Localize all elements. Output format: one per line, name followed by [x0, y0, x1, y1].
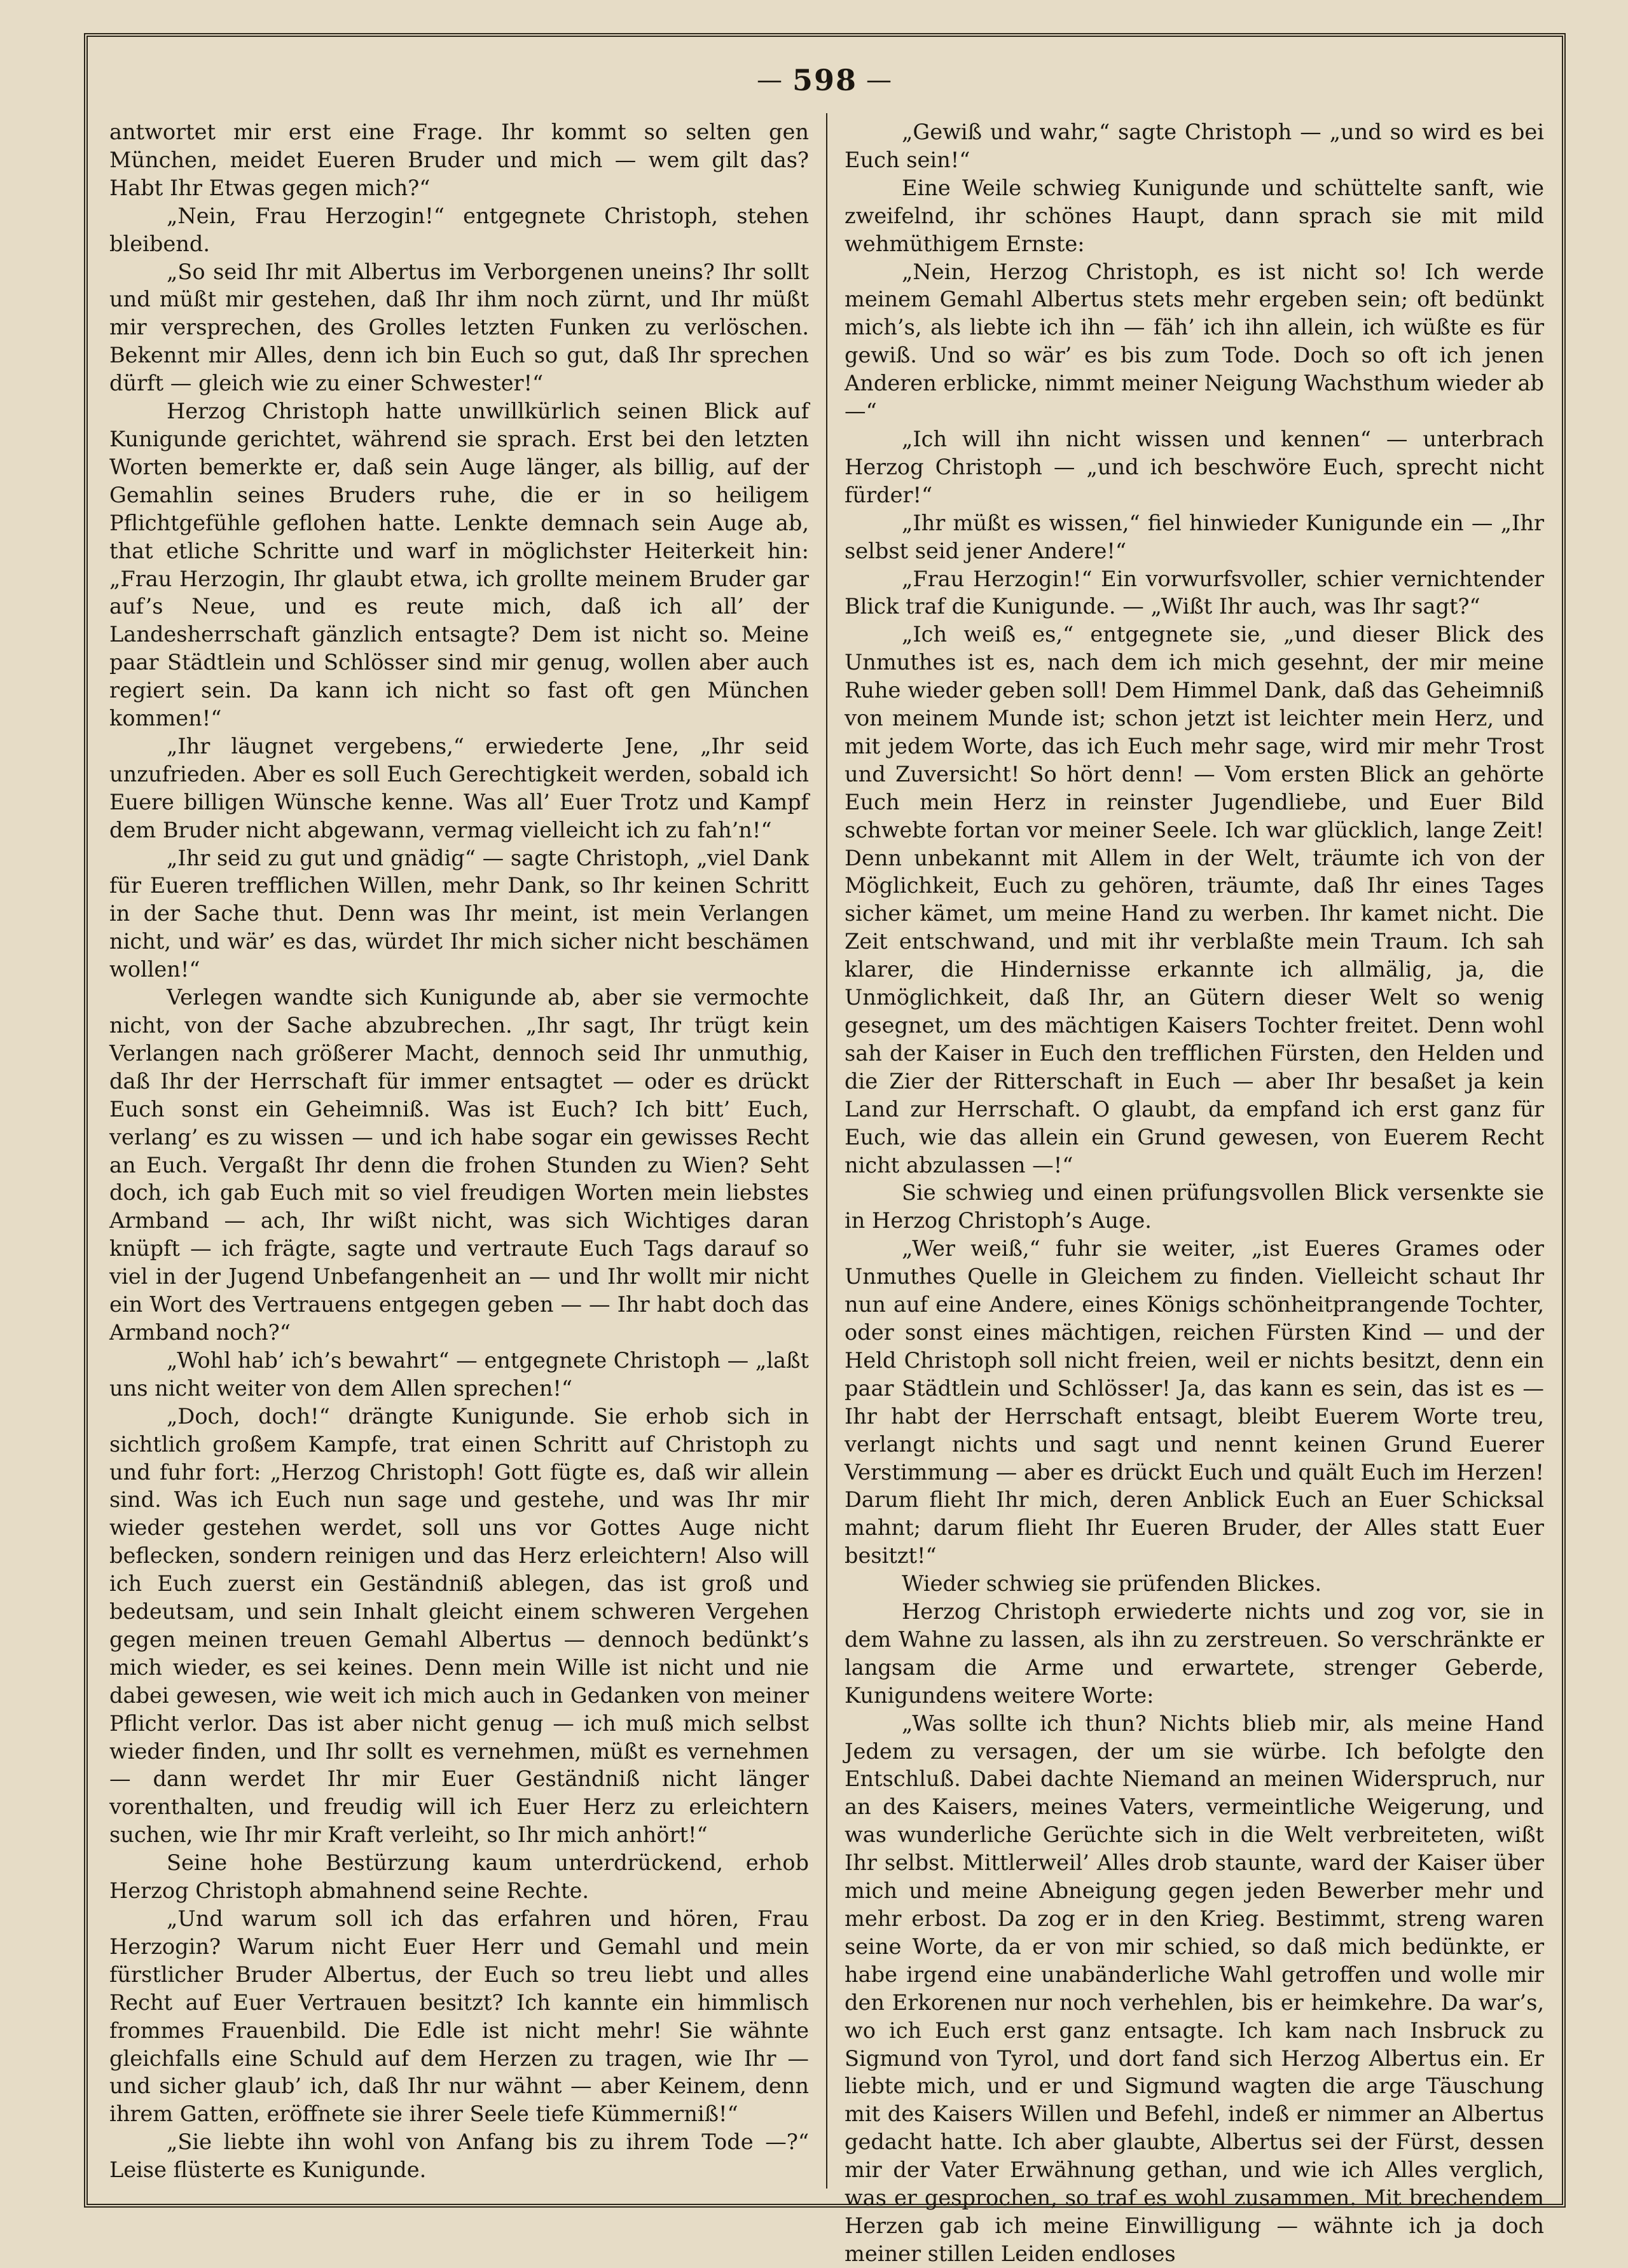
paragraph: „Ich will ihn nicht wissen und kennen“ — unterbrach Herzog Christoph — „und ich beschwöre Euch, sprecht nicht fürder!“	[845, 426, 1544, 507]
paragraph: Eine Weile schwieg Kunigunde und schüttelte sanft, wie zweifelnd, ihr schönes Haupt, dann sprach sie mit mild wehmüthigem Ernste:	[845, 175, 1544, 256]
paragraph: „Wer weiß,“ fuhr sie weiter, „ist Eueres Grames oder Unmuthes Quelle in Gleichem zu finden. Vielleicht schaut Ihr nun auf eine Andere, eines Königs schönheitprangende Tochter, oder sonst eines mächtigen, reichen Fürsten Kind — und der Held Christoph soll nicht freien, weil er nichts besitzt, denn ein paar Städtlein und Schlösser! Ja, das kann es sein, das ist es — Ihr habt der Herrschaft entsagt, bleibt Euerem Worte treu, verlangt nichts und sagt und nennt keinen Grund Euerer Verstimmung — aber es drückt Euch und quält Euch im Herzen! Darum flieht Ihr mich, deren Anblick Euch an Euer Schicksal mahnt; darum flieht Ihr Eueren Bruder, der Alles statt Euer besitzt!“	[845, 1236, 1544, 1569]
paragraph: Herzog Christoph hatte unwillkürlich seinen Blick auf Kunigunde gerichtet, während sie sprach. Erst bei den letzten Worten bemerkte er, daß sein Auge länger, als billig, auf der Gemahlin seines Bruders ruhe, die er in so heiligem Pflichtgefühle geflohen hatte. Lenkte demnach sein Auge ab, that etliche Schritte und warf in möglichster Heiterkeit hin: „Frau Herzogin, Ihr glaubt etwa, ich grollte meinem Bruder gar auf’s Neue, und es reute mich, daß ich all’ der Landesherrschaft gänzlich entsagte? Dem ist nicht so. Meine paar Städtlein und Schlösser sind mir genug, wollen aber auch regiert sein. Da kann ich nicht so fast oft gen München kommen!“	[109, 399, 809, 731]
paragraph: „Nein, Frau Herzogin!“ entgegnete Christoph, stehen bleibend.	[109, 203, 809, 256]
paragraph: antwortet mir erst eine Frage. Ihr kommt so selten gen München, meidet Eueren Bruder und mich — wem gilt das? Habt Ihr Etwas gegen mich?“	[109, 120, 809, 200]
header-dash-right: —	[866, 65, 893, 95]
right-column	[845, 118, 1545, 2266]
header-dash-left: —	[756, 65, 783, 95]
paragraph: „Ihr läugnet vergebens,“ erwiederte Jene, „Ihr seid unzufrieden. Aber es soll Euch Gerechtigkeit werden, sobald ich Euere billigen Wünsche kenne. Was all’ Euer Trotz und Kampf dem Bruder nicht abgewann, vermag vielleicht ich zu fah’n!“	[109, 733, 809, 842]
paragraph: „Was sollte ich thun? Nichts blieb mir, als meine Hand Jedem zu versagen, der um sie würbe. Ich befolgte den Entschluß. Dabei dachte Niemand an meinen Widerspruch, nur an des Kaisers, meines Vaters, vermeintliche Weigerung, und was wunderliche Gerüchte sich in die Welt verbreiteten, wißt Ihr selbst. Mittlerweil’ Alles drob staunte, ward der Kaiser über mich und meine Abneigung gegen jeden Bewerber mehr und mehr erbost. Da zog er in den Krieg. Bestimmt, streng waren seine Worte, da er von mir schied, so daß mich bedünkte, er habe irgend eine unabänderliche Wahl getroffen und wolle mir den Erkorenen nur noch verhehlen, bis er heimkehre. Da war’s, wo ich Euch erst ganz entsagte. Ich kam nach Insbruck zu Sigmund von Tyrol, und dort fand sich Herzog Albertus ein. Er liebte mich, und er und Sigmund wagten die arge Täuschung mit des Kaisers Willen und Befehl, indeß er nimmer an Albertus gedacht hatte. Ich aber glaubte, Albertus sei der Fürst, dessen mir der Vater Erwähnung gethan, und wie ich Alles verglich, was er gesprochen, so traf es wohl zusammen. Mit brechendem Herzen gab ich meine Einwilligung — wähnte ich ja doch meiner stillen Leiden endloses	[845, 1710, 1544, 2266]
paragraph: „Gewiß und wahr,“ sagte Christoph — „und so wird es bei Euch sein!“	[845, 120, 1544, 172]
paragraph: Herzog Christoph erwiederte nichts und zog vor, sie in dem Wahne zu lassen, als ihn zu zerstreuen. So verschränkte er langsam die Arme und erwartete, strenger Geberde, Kunigundens weitere Worte:	[845, 1599, 1544, 1708]
paragraph: „Sie liebte ihn wohl von Anfang bis zu ihrem Tode —?“ Leise flüsterte es Kunigunde.	[109, 2129, 809, 2183]
paragraph: „Ihr müßt es wissen,“ fiel hinwieder Kunigunde ein — „Ihr selbst seid jener Andere!“	[845, 510, 1544, 563]
page-frame	[84, 33, 1566, 2266]
paragraph: Sie schwieg und einen prüfungsvollen Blick versenkte sie in Herzog Christoph’s Auge.	[845, 1180, 1544, 1234]
left-column	[109, 118, 809, 2185]
page-number: 598	[792, 63, 858, 97]
paragraph: „Ich weiß es,“ entgegnete sie, „und dieser Blick des Unmuthes ist es, nach dem ich mich gesehnt, der mir meine Ruhe wieder geben soll! Dem Himmel Dank, daß das Geheimniß von meinem Munde ist; schon jetzt ist leichter mein Herz, und mit jedem Worte, das ich Euch mehr sage, wird mir mehr Trost und Zuversicht! So hört denn! — Vom ersten Blick an gehörte Euch mein Herz in reinster Jugendliebe, und Euer Bild schwebte fortan vor meiner Seele. Ich war glücklich, lange Zeit! Denn unbekannt mit Allem in der Welt, träumte ich von der Möglichkeit, Euch zu gehören, träumte, daß Ihr eines Tages sicher kämet, um meine Hand zu werben. Ihr kamet nicht. Die Zeit entschwand, und mit ihr verblaßte mein Traum. Ich sah klarer, die Hindernisse erkannte ich allmälig, ja, die Unmöglichkeit, daß Ihr, an Gütern dieser Welt so wenig gesegnet, um des mächtigen Kaisers Tochter freitet. Denn wohl sah der Kaiser in Euch den trefflichen Fürsten, den Helden und die Zier der Ritterschaft in Euch — aber Ihr besaßet ja kein Land zur Herrschaft. O glaubt, da empfand ich erst ganz für Euch, wie das allein ein Grund gewesen, von Euerem Recht nicht abzulassen —!“	[845, 622, 1544, 1178]
page-header	[88, 61, 1562, 99]
paragraph: „Und warum soll ich das erfahren und hören, Frau Herzogin? Warum nicht Euer Herr und Gemahl und mein fürstlicher Bruder Albertus, der Euch so treu liebt und alles Recht auf Euer Vertrauen besitzt? Ich kannte ein himmlisch frommes Frauenbild. Die Edle ist nicht mehr! Sie wähnte gleichfalls eine Schuld auf dem Herzen zu tragen, wie Ihr — und sicher glaub’ ich, daß Ihr nur wähnt — aber Keinem, denn ihrem Gatten, eröffnete sie ihrer Seele tiefe Kümmerniß!“	[109, 1906, 809, 2127]
paragraph: „Doch, doch!“ drängte Kunigunde. Sie erhob sich in sichtlich großem Kampfe, trat einen Schritt auf Christoph zu und fuhr fort: „Herzog Christoph! Gott fügte es, daß wir allein sind. Was ich Euch nun sage und gestehe, und was Ihr mir wieder gestehen werdet, soll uns vor Gottes Auge nicht beflecken, sondern reinigen und das Herz erleichtern! Also will ich Euch zuerst ein Geständniß ablegen, das ist groß und bedeutsam, und sein Inhalt gleicht einem schweren Vergehen gegen meinen treuen Gemahl Albertus — dennoch bedünkt’s mich wieder, es sei keines. Denn mein Wille ist nicht und nie dabei gewesen, wie weit ich mich auch in Gedanken von meiner Pflicht verlor. Das ist aber nicht genug — ich muß mich selbst wieder finden, und Ihr sollt es vernehmen, müßt es vernehmen — dann werdet Ihr mir Euer Geständniß nicht länger vorenthalten, und freudig will ich Euer Herz zu erleichtern suchen, wie Ihr mir Kraft verleiht, so Ihr mich anhört!“	[109, 1403, 809, 1848]
paragraph: Wieder schwieg sie prüfenden Blickes.	[902, 1571, 1322, 1597]
paragraph: „So seid Ihr mit Albertus im Verborgenen uneins? Ihr sollt und müßt mir gestehen, daß Ihr ihm noch zürnt, und Ihr müßt mir versprechen, des Grolles letzten Funken zu verlöschen. Bekennt mir Alles, denn ich bin Euch so gut, daß Ihr sprechen dürft — gleich wie zu einer Schwester!“	[109, 259, 809, 396]
paragraph: Seine hohe Bestürzung kaum unterdrückend, erhob Herzog Christoph abmahnend seine Rechte.	[109, 1850, 809, 1904]
column-divider	[826, 113, 827, 2189]
paragraph: „Frau Herzogin!“ Ein vorwurfsvoller, schier vernichtender Blick traf die Kunigunde. — „Wißt Ihr auch, was Ihr sagt?“	[845, 566, 1544, 619]
paragraph: Verlegen wandte sich Kunigunde ab, aber sie vermochte nicht, von der Sache abzubrechen. „Ihr sagt, Ihr trügt kein Verlangen nach größerer Macht, dennoch seid Ihr unmuthig, daß Ihr der Herrschaft für immer entsagtet — oder es drückt Euch sonst ein Geheimniß. Was ist Euch? Ich bitt’ Euch, verlang’ es zu wissen — und ich habe sogar ein gewisses Recht an Euch. Vergaßt Ihr denn die frohen Stunden zu Wien? Seht doch, ich gab Euch mit so viel freudigen Worten mein liebstes Armband — ach, Ihr wißt nicht, was sich Wichtiges daran knüpft — ich frägte, sagte und vertraute Euch Tags darauf so viel in der Jugend Unbefangenheit an — und Ihr wollt mir nicht ein Wort des Vertrauens entgegen geben — — Ihr habt doch das Armband noch?“	[109, 985, 809, 1345]
paragraph: „Ihr seid zu gut und gnädig“ — sagte Christoph, „viel Dank für Eueren trefflichen Willen, mehr Dank, so Ihr keinen Schritt in der Sache thut. Denn was Ihr meint, ist mein Verlangen nicht, und wär’ es das, würdet Ihr mich sicher nicht beschämen wollen!“	[109, 845, 809, 982]
paragraph: „Wohl hab’ ich’s bewahrt“ — entgegnete Christoph — „laßt uns nicht weiter von dem Allen sprechen!“	[109, 1347, 809, 1401]
paragraph: „Nein, Herzog Christoph, es ist nicht so! Ich werde meinem Gemahl Albertus stets mehr ergeben sein; oft bedünkt mich’s, als liebte ich ihn — fäh’ ich ihn allein, ich wüßte es für gewiß. Und so wär’ es bis zum Tode. Doch so oft ich jenen Anderen erblicke, nimmt meiner Neigung Wachsthum wieder ab —“	[845, 259, 1545, 424]
